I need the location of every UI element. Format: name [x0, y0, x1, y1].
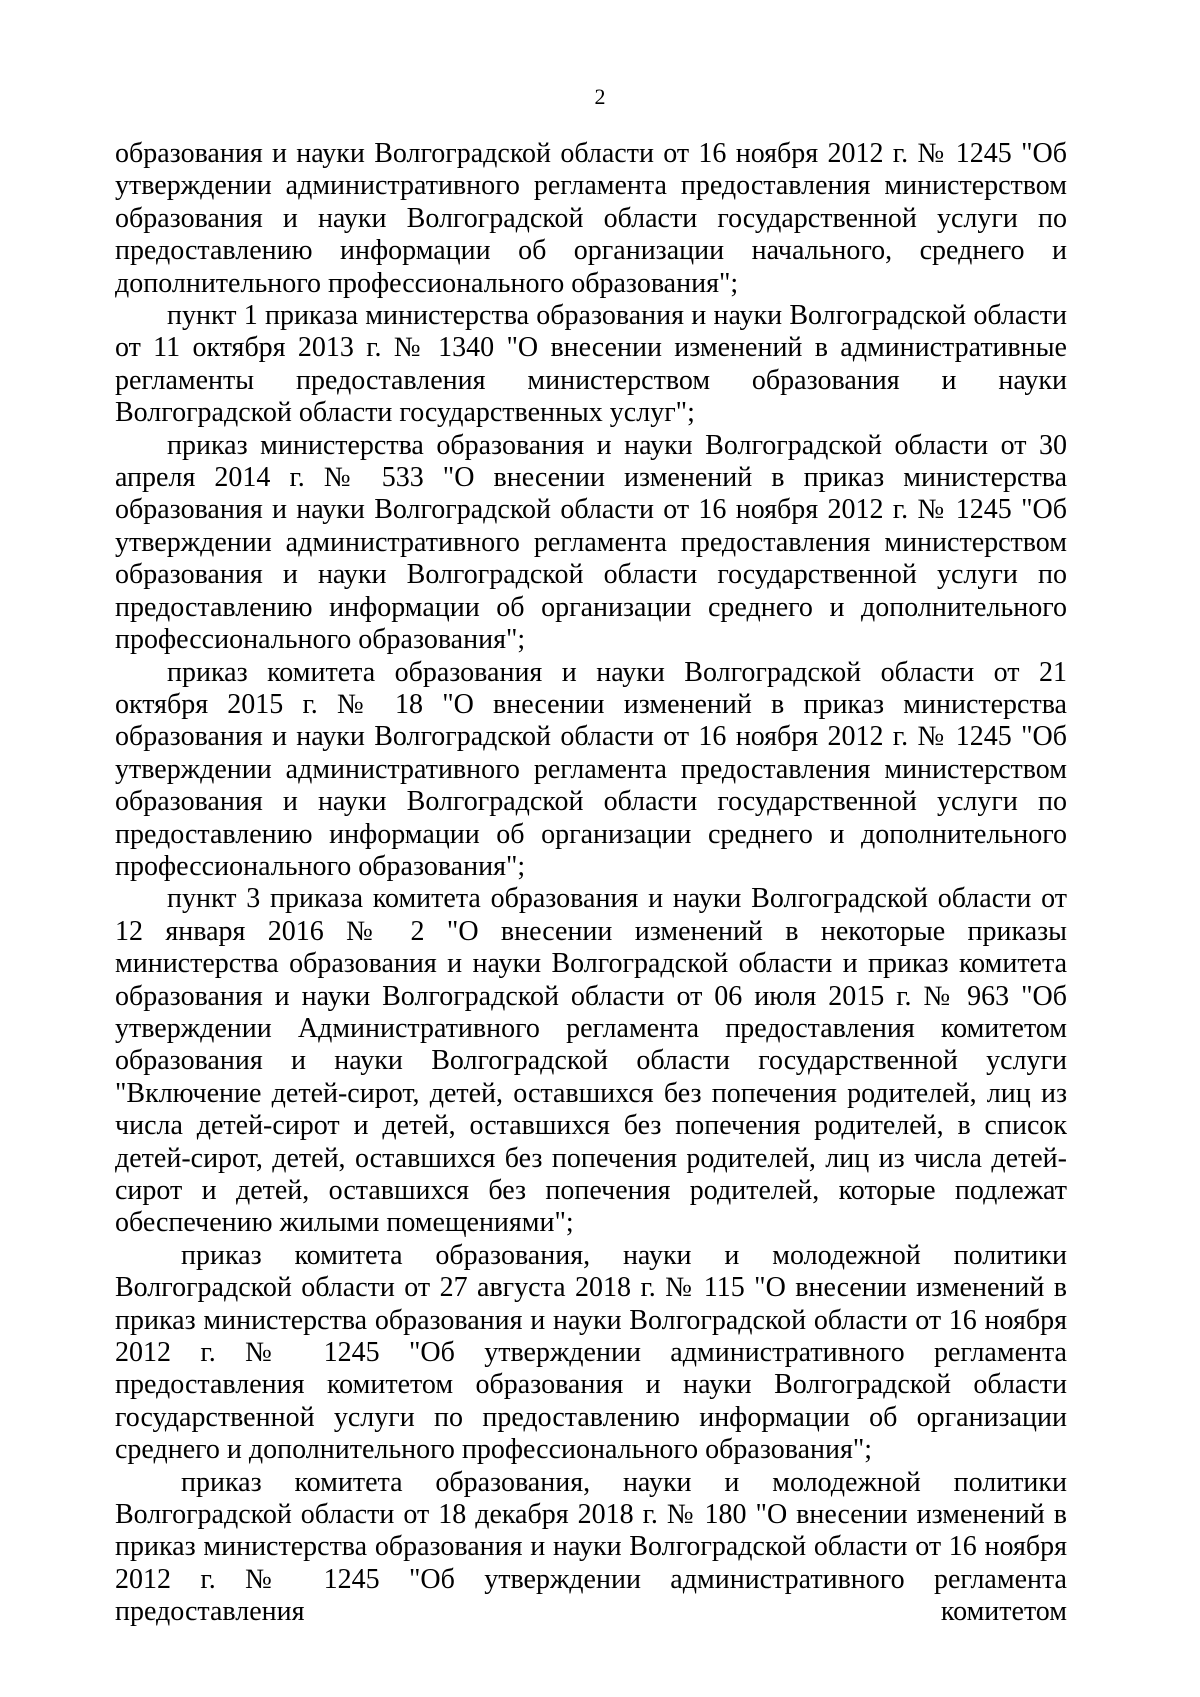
paragraph-list-item: приказ комитета образования, науки и молодежной политики Волгоградской области от 18 декабря 2018 г. № 180 "О внесении изменений в приказ министерства образования и науки Волгоградской области от 16 ноября 2012 г. № 1245 "Об утверждении административного регламента предоставления комитетом: [115, 1466, 1067, 1628]
paragraph-continuation: образования и науки Волгоградской области от 16 ноября 2012 г. № 1245 "Об утверждении административного регламента предоставления министерством образования и науки Волгоградской области государственной услуги по предоставлению информации об организации начального, среднего и дополнительного профессионального образования";: [115, 138, 1067, 299]
paragraph-list-item: пункт 1 приказа министерства образования и науки Волгоградской области от 11 октября 2013 г. № 1340 "О внесении изменений в административные регламенты предоставления министерством образования и науки Волгоградской области государственных услуг";: [115, 300, 1067, 429]
page-number: 2: [594, 84, 606, 109]
document-body: [115, 138, 1067, 1629]
paragraph-list-item: приказ комитета образования и науки Волгоградской области от 21 октября 2015 г. № 18 "О внесении изменений в приказ министерства образования и науки Волгоградской области от 16 ноября 2012 г. № 1245 "Об утверждении административного регламента предоставления министерством образования и науки Волгоградской области государственной услуги по предоставлению информации об организации среднего и дополнительного профессионального образования";: [115, 656, 1067, 882]
paragraph-list-item: приказ министерства образования и науки Волгоградской области от 30 апреля 2014 г. № 533 "О внесении изменений в приказ министерства образования и науки Волгоградской области от 16 ноября 2012 г. № 1245 "Об утверждении административного регламента предоставления министерством образования и науки Волгоградской области государственной услуги по предоставлению информации об организации среднего и дополнительного профессионального образования";: [115, 429, 1067, 656]
paragraph-list-item: пункт 3 приказа комитета образования и науки Волгоградской области от 12 января 2016 № 2 "О внесении изменений в некоторые приказы министерства образования и науки Волгоградской области и приказ комитета образования и науки Волгоградской области от 06 июля 2015 г. № 963 "Об утверждении Административного регламента предоставления комитетом образования и науки Волгоградской области государственной услуги "Включение детей-сирот, детей, оставшихся без попечения родителей, лиц из числа детей-сирот и детей, оставшихся без попечения родителей, в список детей-сирот, детей, оставшихся без попечения родителей, лиц из числа детей-сирот и детей, оставшихся без попечения родителей, которые подлежат обеспечению жилыми помещениями";: [115, 883, 1067, 1239]
paragraph-list-item: приказ комитета образования, науки и молодежной политики Волгоградской области от 27 августа 2018 г. № 115 "О внесении изменений в приказ министерства образования и науки Волгоградской области от 16 ноября 2012 г. № 1245 "Об утверждении административного регламента предоставления комитетом образования и науки Волгоградской области государственной услуги по предоставлению информации об организации среднего и дополнительного профессионального образования";: [115, 1239, 1067, 1466]
